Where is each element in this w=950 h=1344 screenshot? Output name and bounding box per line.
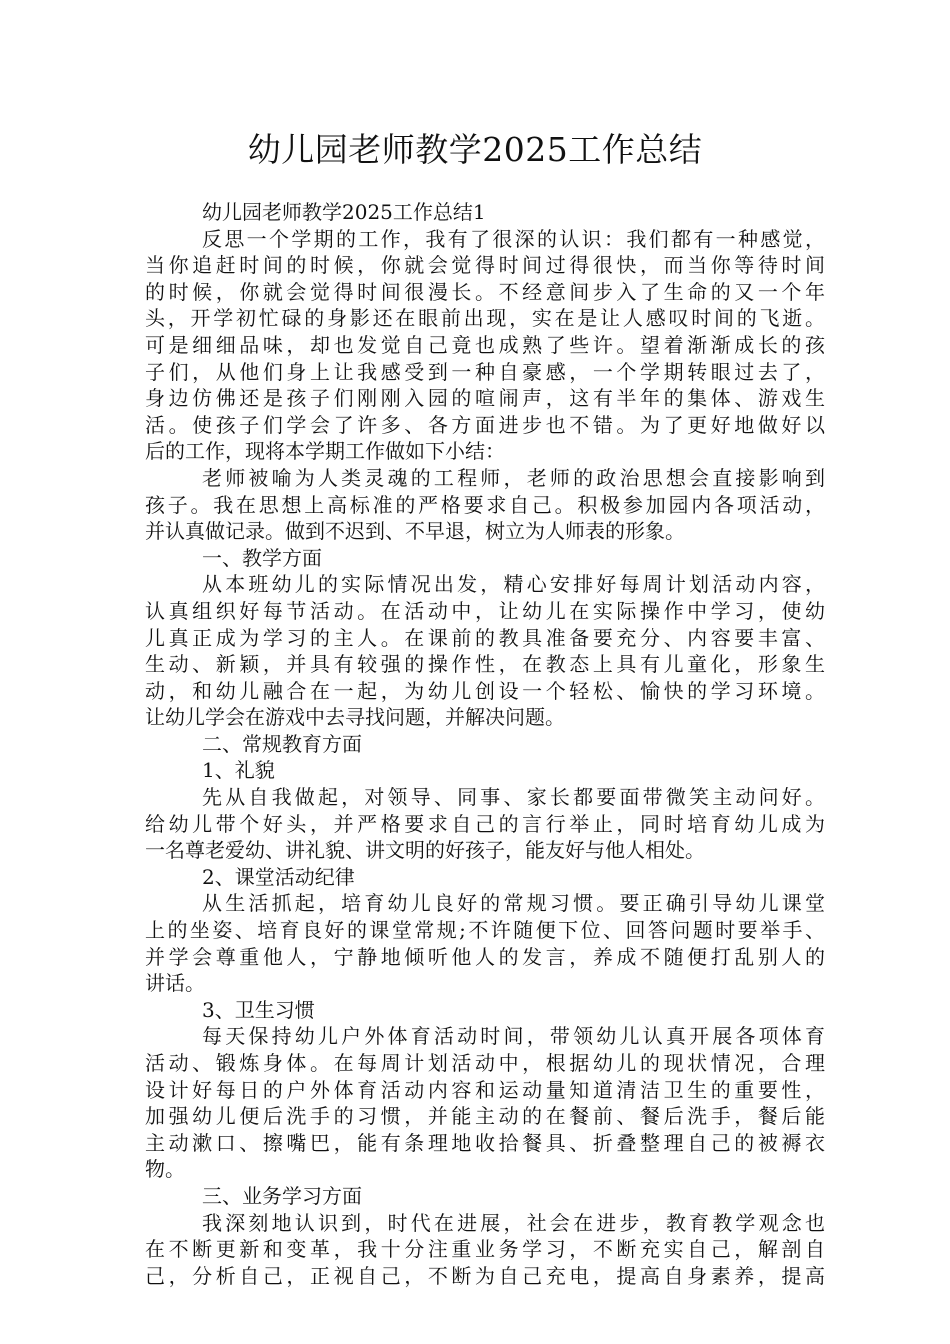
document-title: 幼儿园老师教学2025工作总结	[247, 130, 703, 169]
text-line: 生动、新颖，并具有较强的操作性，在教态上具有儿童化，形象生	[145, 652, 825, 677]
text-line: 二、常规教育方面	[202, 731, 362, 756]
text-line: 三、业务学习方面	[202, 1183, 362, 1208]
text-line: 子们，从他们身上让我感受到一种自豪感，一个学期转眼过去了，	[145, 359, 825, 384]
text-line: 物。	[145, 1157, 185, 1182]
text-line: 2、课堂活动纪律	[202, 864, 355, 889]
text-line: 活动、锻炼身体。在每周计划活动中，根据幼儿的现状情况，合理	[145, 1051, 825, 1075]
text-line: 当你追赶时间的时候，你就会觉得时间过得很快，而当你等待时间	[145, 253, 825, 278]
text-line: 给幼儿带个好头，并严格要求自己的言行举止，同时培育幼儿成为	[145, 811, 825, 836]
text-line: 认真组织好每节活动。在活动中，让幼儿在实际操作中学习，使幼	[145, 598, 825, 623]
text-line: 设计好每日的户外体育活动内容和运动量知道清洁卫生的重要性，	[145, 1077, 825, 1102]
text-line: 身边仿佛还是孩子们刚刚入园的喧闹声，这有半年的集体、游戏生	[145, 386, 825, 411]
text-line: 每天保持幼儿户外体育活动时间，带领幼儿认真开展各项体育	[202, 1024, 825, 1049]
text-line: 头，开学初忙碌的身影还在眼前出现，实在是让人感叹时间的飞逝。	[145, 306, 825, 331]
text-line: 一名尊老爱幼、讲礼貌、讲文明的好孩子，能友好与他人相处。	[145, 838, 705, 863]
text-line: 1、礼貌	[202, 758, 275, 783]
document-body	[145, 199, 825, 1289]
text-line: 讲话。	[145, 971, 205, 996]
text-line: 让幼儿学会在游戏中去寻找问题，并解决问题。	[145, 705, 565, 730]
text-line: 并学会尊重他人，宁静地倾听他人的发言，养成不随便打乱别人的	[145, 944, 825, 969]
text-line: 一、教学方面	[202, 545, 322, 570]
text-line: 幼儿园老师教学2025工作总结1	[202, 200, 486, 224]
text-line: 先从自我做起，对领导、同事、家长都要面带微笑主动问好。	[202, 785, 825, 810]
text-line: 反思一个学期的工作，我有了很深的认识：我们都有一种感觉，	[202, 226, 825, 251]
text-line: 我深刻地认识到，时代在进展，社会在进步，教育教学观念也	[202, 1210, 825, 1235]
text-line: 己，分析自己，正视自己，不断为自己充电，提高自身素养，提高	[145, 1263, 825, 1288]
text-line: 的时候，你就会觉得时间很漫长。不经意间步入了生命的又一个年	[145, 279, 825, 304]
text-line: 并认真做记录。做到不迟到、不早退，树立为人师表的形象。	[145, 519, 685, 544]
text-line: 活。使孩子们学会了许多、各方面进步也不错。为了更好地做好以	[145, 412, 825, 437]
text-line: 儿真正成为学习的主人。在课前的教具准备要充分、内容要丰富、	[145, 625, 825, 650]
text-line: 孩子。我在思想上高标准的严格要求自己。积极参加园内各项活动，	[145, 492, 825, 517]
text-line: 主动漱口、擦嘴巴，能有条理地收拾餐具、折叠整理自己的被褥衣	[145, 1130, 825, 1155]
text-line: 从生活抓起，培育幼儿良好的常规习惯。要正确引导幼儿课堂	[202, 891, 825, 916]
text-line: 后的工作，现将本学期工作做如下小结：	[145, 439, 505, 464]
text-line: 从本班幼儿的实际情况出发，精心安排好每周计划活动内容，	[202, 572, 825, 597]
text-line: 动，和幼儿融合在一起，为幼儿创设一个轻松、愉快的学习环境。	[145, 678, 825, 703]
text-line: 上的坐姿、培育良好的课堂常规;不许随便下位、回答问题时要举手、	[145, 918, 825, 943]
text-line: 可是细细品味，却也发觉自己竟也成熟了些许。望着渐渐成长的孩	[145, 332, 825, 357]
text-line: 3、卫生习惯	[202, 997, 315, 1022]
text-line: 加强幼儿便后洗手的习惯，并能主动的在餐前、餐后洗手，餐后能	[145, 1104, 825, 1129]
text-line: 在不断更新和变革，我十分注重业务学习，不断充实自己，解剖自	[145, 1237, 825, 1262]
text-line: 老师被喻为人类灵魂的工程师，老师的政治思想会直接影响到	[202, 465, 825, 490]
